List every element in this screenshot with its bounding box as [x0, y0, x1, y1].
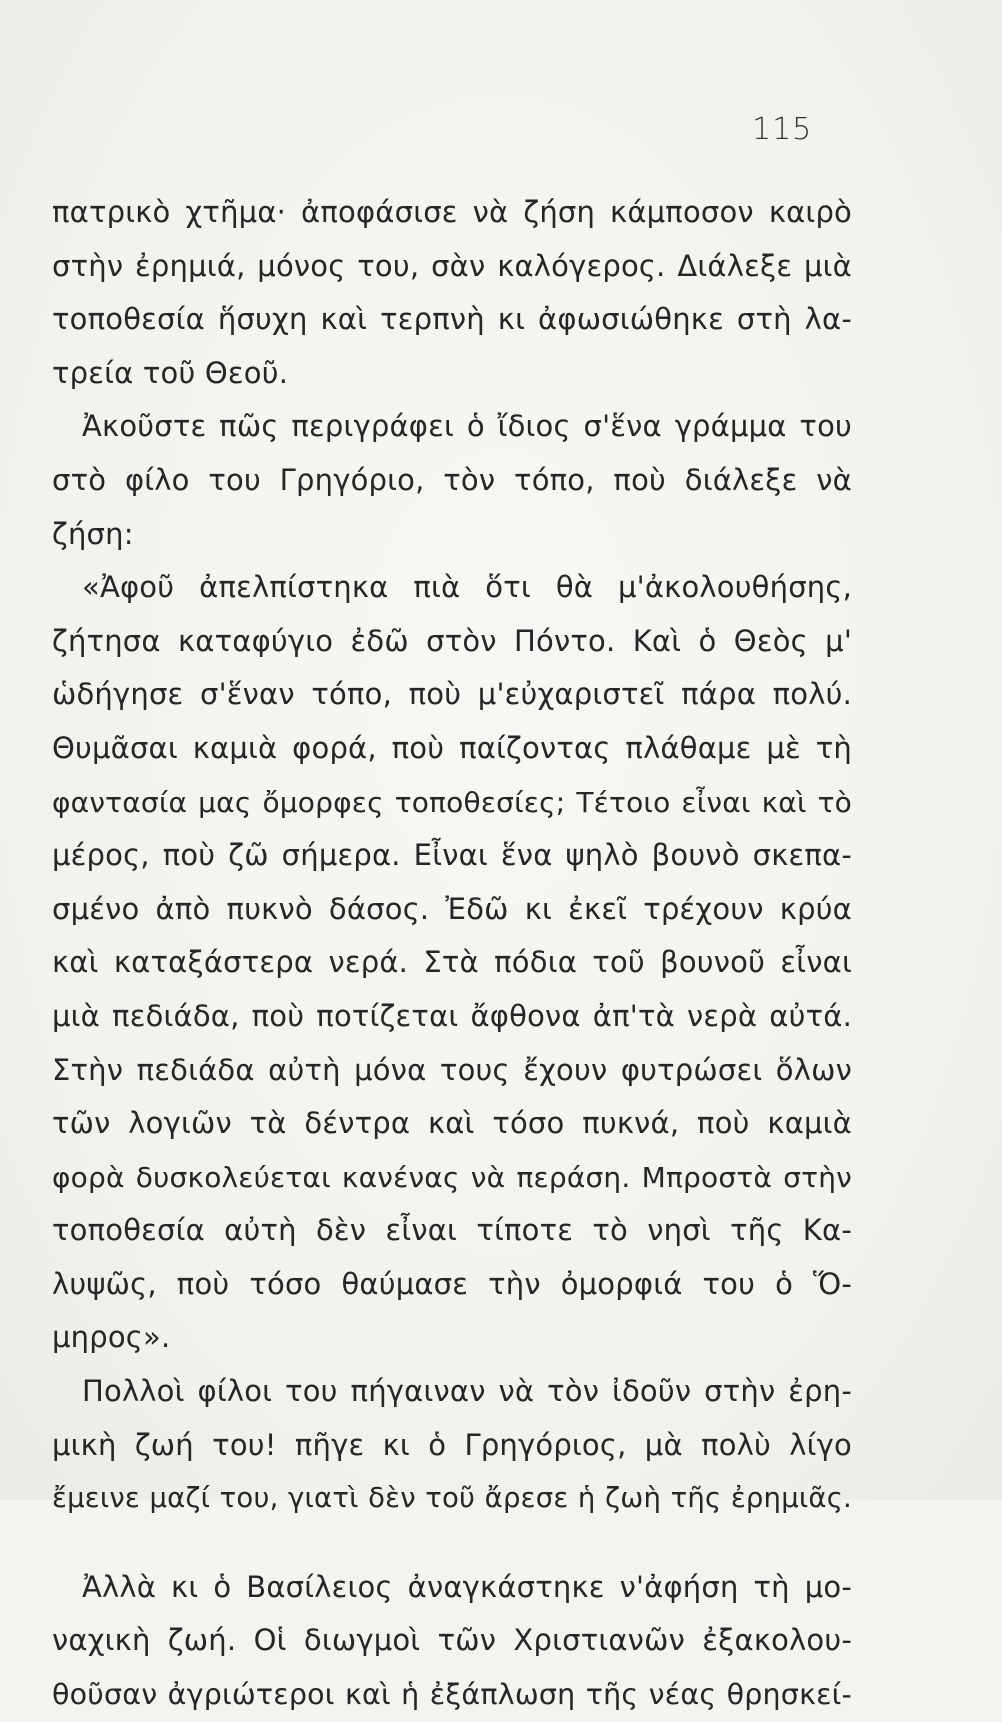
text-line: ναχικὴ ζωή. Οἱ διωγμοὶ τῶν Χριστιανῶν ἐξακολου- [52, 1623, 852, 1658]
text-line: σμένο ἀπὸ πυκνὸ δάσος. Ἐδῶ κι ἐκεῖ τρέχουν κρύα [52, 891, 852, 926]
text-line: Θυμᾶσαι καμιὰ φορά, ποὺ παίζοντας πλάθαμε μὲ τὴ [52, 730, 852, 765]
text-line: Στὴν πεδιάδα αὐτὴ μόνα τους ἔχουν φυτρώσει ὅλων [52, 1052, 852, 1087]
text-line: τρεία τοῦ Θεοῦ. [52, 355, 289, 390]
text-line: στὴν ἐρημιά, μόνος του, σὰν καλόγερος. Διάλεξε μιὰ [52, 248, 852, 283]
text-line: μικὴ ζωή του! πῆγε κι ὁ Γρηγόριος, μὰ πολὺ λίγο [52, 1427, 852, 1462]
text-line: τῶν λογιῶν τὰ δέντρα καὶ τόσο πυκνά, ποὺ καμιὰ [52, 1106, 852, 1141]
text-line: ὡδήγησε σ'ἕναν τόπο, ποὺ μ'εὐχαριστεῖ πάρα πολύ. [52, 677, 852, 712]
text-line: ἔμεινε μαζί του, γιατὶ δὲν τοῦ ἄρεσε ἡ ζωὴ τῆς ἐρημιᾶς. [52, 1482, 852, 1515]
text-line: Πολλοὶ φίλοι του πήγαιναν νὰ τὸν ἰδοῦν στὴν ἐρη- [82, 1374, 852, 1409]
text-line: θοῦσαν ἀγριώτεροι καὶ ἡ ἐξάπλωση τῆς νέας θρησκεί- [52, 1678, 852, 1712]
text-line: μηρος». [52, 1320, 171, 1355]
text-line: τοποθεσία ἥσυχη καὶ τερπνὴ κι ἀφωσιώθηκε στὴ λα- [52, 302, 852, 337]
text-line: φαντασία μας ὄμορφες τοποθεσίες; Τέτοιο εἶναι καὶ τὸ [52, 785, 852, 819]
text-line: καὶ καταξάστερα νερά. Στὰ πόδια τοῦ βουνοῦ εἶναι [52, 945, 852, 980]
text-line: ζήτησα καταφύγιο ἐδῶ στὸν Πόντο. Καὶ ὁ Θεὸς μ' [52, 623, 852, 658]
text-line: λυψῶς, ποὺ τόσο θαύμασε τὴν ὀμορφιά του ὁ Ὅ- [52, 1266, 852, 1301]
page-number: 115 [752, 112, 813, 147]
text-line: ζήση: [52, 516, 134, 551]
text-line: τοποθεσία αὐτὴ δὲν εἶναι τίποτε τὸ νησὶ τῆς Κα- [52, 1213, 852, 1248]
text-line: Ἀκοῦστε πῶς περιγράφει ὁ ἴδιος σ'ἕνα γράμμα του [82, 409, 852, 444]
body-text [52, 186, 852, 1722]
text-line: μέρος, ποὺ ζῶ σήμερα. Εἶναι ἕνα ψηλὸ βουνὸ σκεπα- [52, 838, 852, 873]
text-line: μιὰ πεδιάδα, ποὺ ποτίζεται ἄφθονα ἀπ'τὰ νερὰ αὐτά. [52, 998, 852, 1033]
text-line: πατρικὸ χτῆμα· ἀποφάσισε νὰ ζήση κάμποσον καιρὸ [52, 195, 852, 229]
text-line: «Ἀφοῦ ἀπελπίστηκα πιὰ ὅτι θὰ μ'ἀκολουθήσης, [82, 570, 852, 605]
text-line: στὸ φίλο του Γρηγόριο, τὸν τόπο, ποὺ διάλεξε νὰ [52, 462, 852, 497]
paragraph-gap [52, 1526, 852, 1561]
text-line: Ἀλλὰ κι ὁ Βασίλειος ἀναγκάστηκε ν'ἀφήση τὴ μο- [82, 1569, 852, 1604]
text-line: φορὰ δυσκολεύεται κανένας νὰ περάση. Μπροστὰ στὴν [52, 1160, 852, 1194]
